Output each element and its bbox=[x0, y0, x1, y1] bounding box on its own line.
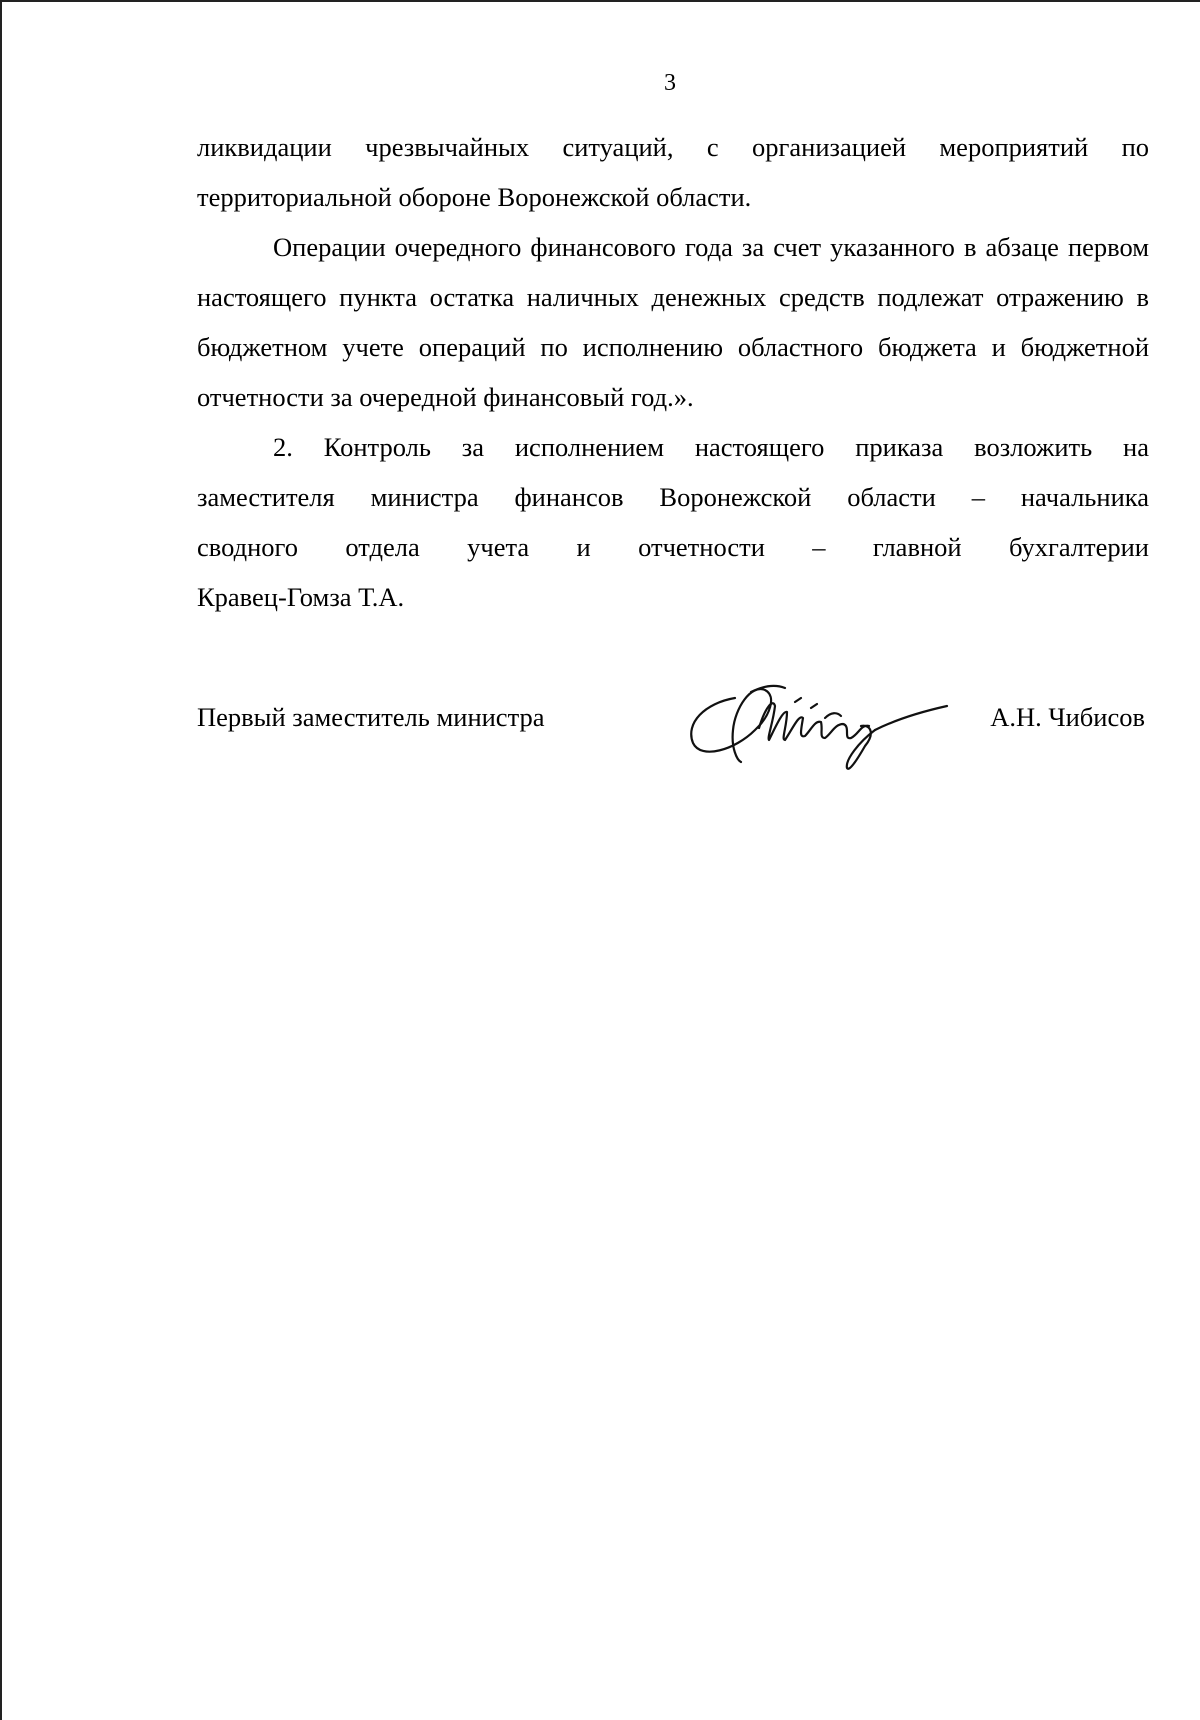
signature-block bbox=[197, 690, 1145, 780]
paragraph-3-line: сводного отдела учета и отчетности – главной бухгалтерии bbox=[197, 532, 1149, 562]
signature-icon bbox=[675, 668, 955, 778]
signer-name: А.Н. Чибисов bbox=[990, 702, 1145, 732]
paragraph-1: ликвидации чрезвычайных ситуаций, с организацией мероприятий по территориальной обороне Воронежской области. bbox=[197, 132, 1149, 212]
signer-title: Первый заместитель министра bbox=[197, 702, 545, 732]
paragraph-3-line: 2. Контроль за исполнением настоящего приказа возложить на bbox=[273, 432, 1149, 462]
page-number: 3 bbox=[664, 70, 676, 96]
paragraph-2: Операции очередного финансового года за счет указанного в абзаце первом настоящего пункта остатка наличных денежных средств подлежат отражению в бюджетном учете операций по исполнению областного бюджета и бюджетной отчетности за очередной финансовый год.». bbox=[197, 232, 1149, 412]
document-body bbox=[197, 122, 1149, 622]
paragraph-3-line: заместителя министра финансов Воронежской области – начальника bbox=[197, 482, 1149, 512]
paragraph-3 bbox=[197, 422, 1149, 622]
paragraph-3-line: Кравец-Гомза Т.А. bbox=[197, 582, 405, 612]
